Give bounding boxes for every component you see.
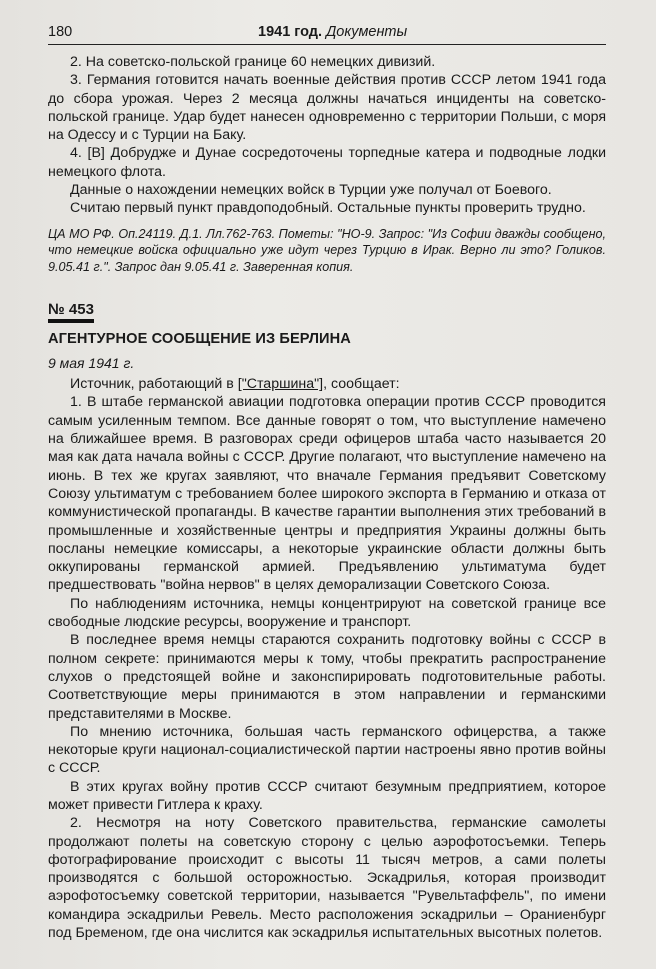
source-codename: ["Старшина"] bbox=[237, 376, 324, 393]
paragraph: 2. Несмотря на ноту Советского правительства, германские самолеты продолжают полеты на советскую сторону с целью аэрофотосъемки. Теперь фотографирование происходит с высоты 11 тысяч метров, а сами полеты производятся с большой осторожностью. Эскадрилья, которая производит аэрофотосъемку советской территории, называется "Рувельтаффель", по имени командира эскадрильи Ревель. Место расположения эскадрильи – Ораниенбург под Бременом, где она числится как эскадрилья испытательных высотных полетов. bbox=[48, 815, 606, 942]
paragraph: По мнению источника, большая часть германского офицерства, а также некоторые круги национал-социалистической партии настроены явно против войны с СССР. bbox=[48, 723, 606, 777]
running-title bbox=[258, 24, 407, 40]
paragraph: Считаю первый пункт правдоподобный. Остальные пункты проверить трудно. bbox=[70, 200, 586, 217]
running-head bbox=[48, 22, 606, 45]
paragraph: По наблюдениям источника, немцы концентрируют на советской границе все свободные людские ресурсы, вооружение и транспорт. bbox=[48, 595, 606, 631]
paragraph: 4. [В] Добрудже и Дунае сосредоточены торпедные катера и подводные лодки немецкого флота. bbox=[48, 145, 606, 180]
document-title: АГЕНТУРНОЕ СООБЩЕНИЕ ИЗ БЕРЛИНА bbox=[48, 331, 351, 348]
intro-text: Источник, работающий в bbox=[70, 376, 238, 393]
previous-document-tail bbox=[48, 53, 606, 275]
document-453 bbox=[48, 275, 606, 942]
paragraph: 2. На советско-польской границе 60 немецких дивизий. bbox=[70, 54, 436, 70]
intro-text-end: , сообщает: bbox=[323, 376, 400, 393]
paragraph: В этих кругах войну против СССР считают безумным предприятием, которое может привести Гитлера к краху. bbox=[48, 778, 606, 813]
paragraph: 1. В штабе германской авиации подготовка операции против СССР проводится самым усиленным темпом. Все данные говорят о том, что выступление намечено на ближайшее время. В разговорах среди офицеров штаба часто называется 20 мая как дата начала войны с СССР. Другие полагают, что выступление намечено на июнь. В тех же кругах заявляют, что вначале Германия предъявит Советскому Союзу ультиматум с требованием более широкого экспорта в Германию и отказа от коммунистической пропаганды. В качестве гарантии выполнения этих требований в промышленные и хозяйственные центры и предприятия Украины должны быть посланы немецкие комиссары, а некоторые украинские области должны быть оккупированы германской армией. Предъявлению ультиматума будет предшествовать "война нервов" в целях деморализации Советского Союза. bbox=[48, 394, 606, 594]
running-title-section: Документы bbox=[326, 24, 408, 40]
intro-paragraph bbox=[48, 375, 606, 393]
paragraph: Данные о нахождении немецких войск в Турции уже получал от Боевого. bbox=[70, 182, 552, 199]
paragraph: В последнее время немцы стараются сохранить подготовку войны с СССР в полном секрете: принимаются меры к тому, чтобы прекратить распространение слухов о предстоящей войне и законспирировать подготовительные работы. Соответствующие меры принимаются в этом направлении и германскими представителями в Москве. bbox=[48, 632, 606, 722]
running-title-year: 1941 год. bbox=[258, 24, 323, 40]
document-date: 9 мая 1941 г. bbox=[48, 355, 135, 372]
document-number: № 453 bbox=[48, 301, 94, 323]
page-number: 180 bbox=[48, 24, 73, 40]
paragraph: 3. Германия готовится начать военные действия против СССР летом 1941 года до сбора урожая. Через 2 месяца должны начаться инциденты на советско-польской границе. Удар будет нанесен одновременно с территории Польши, с моря на Одессу и с Турции на Баку. bbox=[48, 72, 606, 144]
archival-source-note: ЦА МО РФ. Оп.24119. Д.1. Лл.762-763. Пометы: "НО-9. Запрос: "Из Софии дважды сообщено, что немецкие войска официально уже идут через Турцию в Ирак. Верно ли это? Голиков. 9.05.41 г.". Запрос дан 9.05.41 г. Заверенная копия. bbox=[48, 226, 606, 274]
